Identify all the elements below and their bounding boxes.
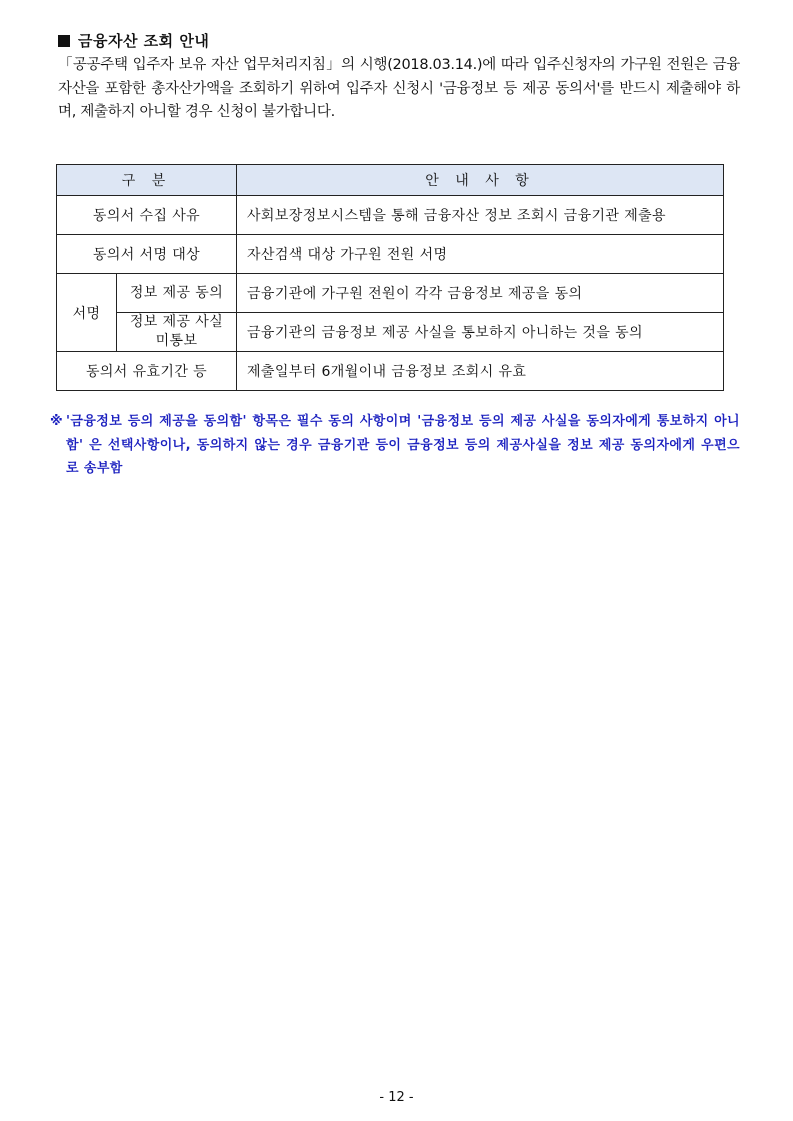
section-title [58,30,209,51]
sub-label [117,313,237,352]
square-bullet-icon [58,35,70,47]
reference-mark-icon: ※ [50,414,64,429]
header-guidance: 안 내 사 항 [237,165,724,196]
row-content: 금융기관의 금융정보 제공 사실을 통보하지 아니하는 것을 동의 [237,313,724,352]
note-text: '금융정보 등의 제공을 동의함' 항목은 필수 동의 사항이며 '금융정보 등의 제공 사실을 동의자에게 통보하지 아니함' 은 선택사항이나, 동의하지 않는 경우 금융기관 등이 금융정보 등의 제공사실을 정보 제공 동의자에게 우편으로 송부함 [66,414,740,476]
note [50,410,740,481]
table-row [57,352,724,391]
row-label: 동의서 서명 대상 [57,235,237,274]
sub-label-line: 정보 제공 사실 [129,314,224,330]
table-row [57,274,724,313]
sub-label: 정보 제공 동의 [117,274,237,313]
row-content: 사회보장정보시스템을 통해 금융자산 정보 조회시 금융기관 제출용 [237,196,724,235]
table-row [57,235,724,274]
intro-paragraph: 「공공주택 입주자 보유 자산 업무처리지침」의 시행(2018.03.14.)에 따라 입주신청자의 가구원 전원은 금융자산을 포함한 총자산가액을 조회하기 위하여 입주자 신청시 '금융정보 등 제공 동의서'를 반드시 제출해야 하며, 제출하지 아니할 경우 신청이 불가합니다. [58,57,740,120]
row-label: 동의서 수집 사유 [57,196,237,235]
row-label: 동의서 유효기간 등 [57,352,237,391]
section-title-text: 금융자산 조회 안내 [78,32,210,50]
signature-label: 서명 [57,274,117,352]
table-row [57,313,724,352]
row-content: 제출일부터 6개월이내 금융정보 조회시 유효 [237,352,724,391]
page-number: - 12 - [379,1090,414,1105]
row-content: 금융기관에 가구원 전원이 각각 금융정보 제공을 동의 [237,274,724,313]
table-header-row [57,165,724,196]
table-row [57,196,724,235]
header-category: 구 분 [57,165,237,196]
row-content: 자산검색 대상 가구원 전원 서명 [237,235,724,274]
sub-label-line: 미통보 [155,333,198,349]
info-table [56,164,724,391]
